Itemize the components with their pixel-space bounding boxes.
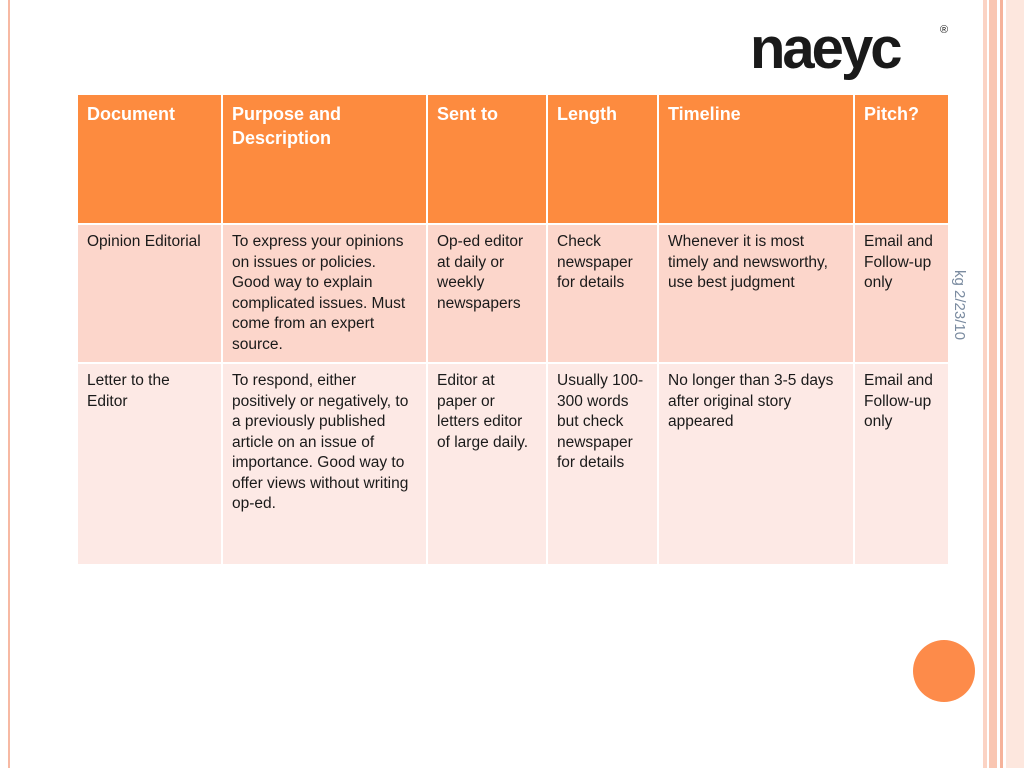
header-purpose: Purpose and Description xyxy=(222,94,427,224)
header-pitch: Pitch? xyxy=(854,94,949,224)
cell-sent-to: Op-ed editor at daily or weekly newspapers xyxy=(427,224,547,363)
cell-document: Letter to the Editor xyxy=(77,363,222,565)
table-header-row xyxy=(77,94,949,224)
side-date-note: kg 2/23/10 xyxy=(951,270,968,341)
logo-text: naeyc xyxy=(750,16,900,81)
cell-timeline: Whenever it is most timely and newsworthy, use best judgment xyxy=(658,224,854,363)
right-stripe xyxy=(1006,0,1024,768)
header-length: Length xyxy=(547,94,658,224)
registered-mark: ® xyxy=(940,24,949,36)
table-row xyxy=(77,363,949,565)
cell-length: Check newspaper for details xyxy=(547,224,658,363)
cell-purpose: To express your opinions on issues or policies. Good way to explain complicated issues. Must come from an expert source. xyxy=(222,224,427,363)
decorative-circle xyxy=(913,640,975,702)
header-sent-to: Sent to xyxy=(427,94,547,224)
cell-length: Usually 100-300 words but check newspaper for details xyxy=(547,363,658,565)
cell-document: Opinion Editorial xyxy=(77,224,222,363)
cell-timeline: No longer than 3-5 days after original story appeared xyxy=(658,363,854,565)
cell-sent-to: Editor at paper or letters editor of large daily. xyxy=(427,363,547,565)
right-stripe xyxy=(989,0,997,768)
header-timeline: Timeline xyxy=(658,94,854,224)
cell-pitch: Email and Follow-up only xyxy=(854,224,949,363)
naeyc-logo xyxy=(750,14,955,84)
cell-purpose: To respond, either positively or negatively, to a previously published article on an issue of importance. Good way to offer views without writing op-ed. xyxy=(222,363,427,565)
header-document: Document xyxy=(77,94,222,224)
cell-pitch: Email and Follow-up only xyxy=(854,363,949,565)
table-row xyxy=(77,224,949,363)
left-border-line xyxy=(8,0,10,768)
right-stripe xyxy=(1000,0,1003,768)
right-stripe xyxy=(983,0,987,768)
document-table xyxy=(76,93,950,566)
